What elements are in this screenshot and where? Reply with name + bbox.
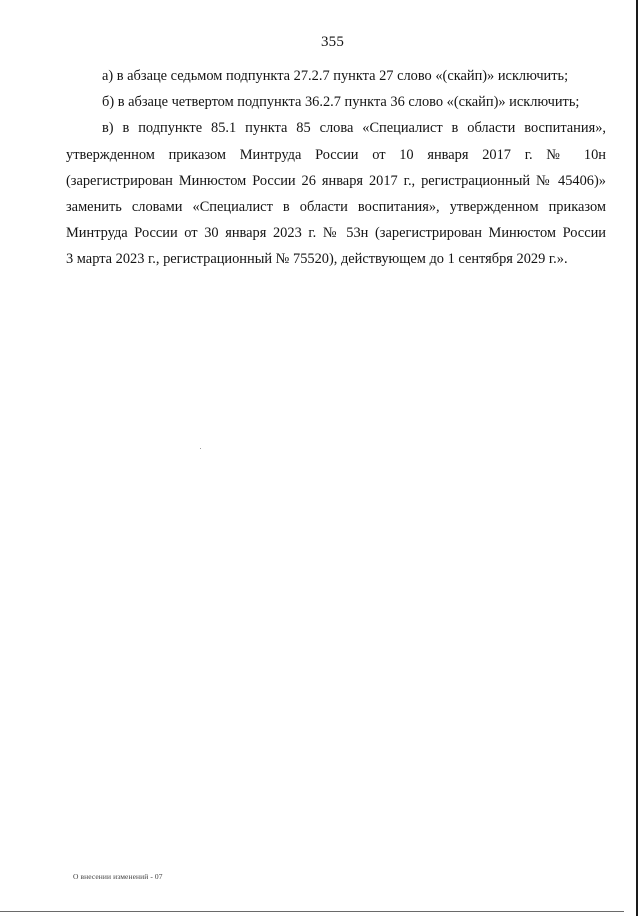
footer-note: О внесении изменений - 07 [73,872,163,881]
paragraph-v-line: (зарегистрирован Минюстом России 26 января 2017 г., регистрационный № 45406)» [66,172,606,189]
paragraph-v [66,115,606,272]
paragraph-v-line: утвержденном приказом Минтруда России от 10 января 2017 г. № 10н [66,146,606,163]
document-body [66,63,606,273]
paragraph-v-line: заменить словами «Специалист в области воспитания», утвержденном приказом [66,199,606,216]
paragraph-v-line: Минтруда России от 30 января 2023 г. № 53н (зарегистрирован Минюстом России [66,225,606,242]
paragraph-b: б) в абзаце четвертом подпункта 36.2.7 пункта 36 слово «(скайп)» исключить; [102,94,580,111]
paragraph-v-line: 3 марта 2023 г., регистрационный № 75520), действующем до 1 сентября 2029 г.». [66,251,568,268]
paragraph-v-line: в) в подпункте 85.1 пункта 85 слова «Специалист в области воспитания», [102,120,606,137]
scan-edge-bottom [0,911,624,912]
scan-speck [200,448,201,449]
page-number: 355 [320,34,345,50]
scan-edge-right [636,0,638,916]
paragraph-a: а) в абзаце седьмом подпункта 27.2.7 пункта 27 слово «(скайп)» исключить; [102,68,569,84]
